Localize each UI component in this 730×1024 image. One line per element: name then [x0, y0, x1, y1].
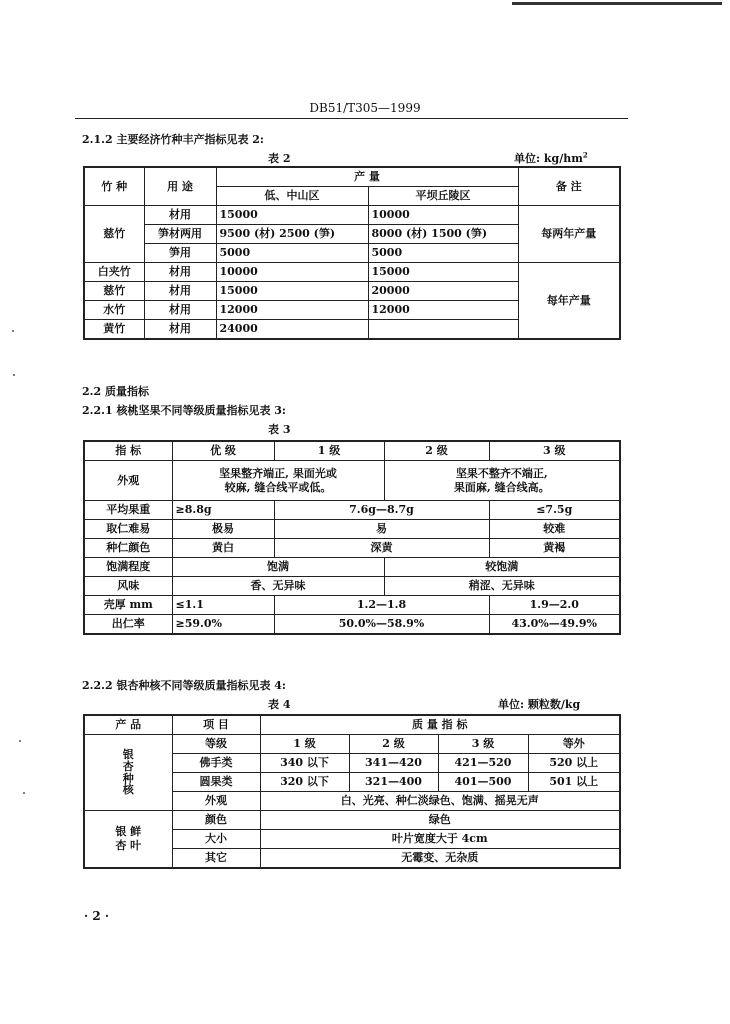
t2-cell: 5000 [368, 244, 518, 263]
t2-cell: 20000 [368, 282, 518, 301]
t2-cell: 慈竹 [84, 282, 144, 301]
t2-head-note: 备 注 [518, 167, 620, 206]
t4-cell: 340 以下 [260, 754, 349, 773]
t4-cell: 佛手类 [172, 754, 260, 773]
t3-cell: 7.6g—8.7g [274, 501, 489, 520]
t3-cell: 饱满程度 [84, 558, 172, 577]
t2-cell: 5000 [216, 244, 368, 263]
t4-cell: 2 级 [349, 735, 438, 754]
t4-cell: 501 以上 [528, 773, 620, 792]
t2-cizhu: 慈竹 [84, 206, 144, 263]
t3-cell: 深黄 [274, 539, 489, 558]
t2-cell: 材用 [144, 320, 216, 340]
table-4-caption: 表 4 [268, 698, 291, 711]
t2-cell: 10000 [216, 263, 368, 282]
t4-cell: 401—500 [438, 773, 528, 792]
t3-cell: 坚果整齐端正, 果面光或 较麻, 缝合线平或低。 [172, 461, 384, 501]
t3-cell: 壳厚 mm [84, 596, 172, 615]
t3-cell: 稍涩、无异味 [384, 577, 620, 596]
t2-cell [368, 320, 518, 340]
t3-cell: 较饱满 [384, 558, 620, 577]
t3-cell: ≥59.0% [172, 615, 274, 635]
section-2-2-title: 2.2 质量指标 [82, 385, 149, 398]
t4-cell: 白、光亮、种仁淡绿色、饱满、摇晃无声 [260, 792, 620, 811]
t2-cell: 黄竹 [84, 320, 144, 340]
t2-cell: 9500 (材) 2500 (笋) [216, 225, 368, 244]
t3-cell: 取仁难易 [84, 520, 172, 539]
t3-cell: 黄白 [172, 539, 274, 558]
table-3 [83, 440, 621, 635]
t2-cell: 15000 [216, 206, 368, 225]
t2-cell: 15000 [368, 263, 518, 282]
t4-cell: 等级 [172, 735, 260, 754]
t2-head-species: 竹 种 [84, 167, 144, 206]
t4-cell: 520 以上 [528, 754, 620, 773]
t2-cell: 材用 [144, 301, 216, 320]
table-4 [83, 714, 621, 869]
t2-head-low: 低、中山区 [216, 187, 368, 206]
t3-cell: ≤7.5g [489, 501, 620, 520]
section-2-2-1-title: 2.2.1 核桃坚果不同等级质量指标见表 3: [82, 404, 286, 417]
t3-cell: 坚果不整齐不端正, 果面麻, 缝合线高。 [384, 461, 620, 501]
t2-head-flat: 平坝丘陵区 [368, 187, 518, 206]
t4-cell: 321—400 [349, 773, 438, 792]
t4-cell: 320 以下 [260, 773, 349, 792]
t2-head-use: 用 途 [144, 167, 216, 206]
t4-cell: 341—420 [349, 754, 438, 773]
t4-cell: 大小 [172, 830, 260, 849]
t4-cell: 外观 [172, 792, 260, 811]
t3-cell: ≥8.8g [172, 501, 274, 520]
page-number: · 2 · [84, 909, 110, 923]
section-2-2-2-title: 2.2.2 银杏种核不同等级质量指标见表 4: [82, 679, 286, 692]
t4-cell: 无霉变、无杂质 [260, 849, 620, 869]
t3-cell: ≤1.1 [172, 596, 274, 615]
t2-cell: 材用 [144, 282, 216, 301]
document-header: DB51/T305—1999 [309, 101, 421, 115]
t4-cell: 等外 [528, 735, 620, 754]
t4-head-item: 项 目 [172, 715, 260, 735]
scan-speck [12, 330, 14, 332]
t2-note-biennial: 每两年产量 [518, 206, 620, 263]
t3-cell: 50.0%—58.9% [274, 615, 489, 635]
t3-cell: 易 [274, 520, 489, 539]
t2-cell: 笋用 [144, 244, 216, 263]
t2-cell: 24000 [216, 320, 368, 340]
t3-cell: 外观 [84, 461, 172, 501]
t2-cell: 10000 [368, 206, 518, 225]
t3-cell: 饱满 [172, 558, 384, 577]
scan-speck [13, 374, 15, 376]
t3-cell: 出仁率 [84, 615, 172, 635]
t3-cell: 1.2—1.8 [274, 596, 489, 615]
header-rule [75, 118, 628, 119]
t2-head-yield: 产 量 [216, 167, 518, 187]
t4-cell: 叶片宽度大于 4cm [260, 830, 620, 849]
table-2-unit: 单位: $kg/hm^2$ [514, 150, 588, 165]
t4-head-quality: 质 量 指 标 [260, 715, 620, 735]
t3-cell: 极易 [172, 520, 274, 539]
t2-cell: 水竹 [84, 301, 144, 320]
t4-head-product: 产 品 [84, 715, 172, 735]
t4-cell: 绿色 [260, 811, 620, 830]
t3-cell: 黄褐 [489, 539, 620, 558]
scan-edge-line [512, 2, 722, 5]
t3-cell: 1.9—2.0 [489, 596, 620, 615]
t4-cell: 1 级 [260, 735, 349, 754]
table-4-unit: 单位: 颗粒数/kg [498, 698, 581, 711]
t2-cell: 12000 [368, 301, 518, 320]
t2-cell: 材用 [144, 263, 216, 282]
t3-head-g2: 2 级 [384, 441, 489, 461]
t3-cell: 43.0%—49.9% [489, 615, 620, 635]
t2-note-annual: 每年产量 [518, 263, 620, 340]
table-2-caption: 表 2 [268, 152, 291, 165]
t4-cell: 其它 [172, 849, 260, 869]
t4-seed-label: 银 杏 种 核 [84, 735, 172, 811]
table-3-caption: 表 3 [268, 423, 291, 436]
t3-head-g3: 3 级 [489, 441, 620, 461]
section-2-1-2-title: 2.1.2 主要经济竹种丰产指标见表 2: [82, 133, 264, 146]
t3-head-index: 指 标 [84, 441, 172, 461]
t4-cell: 颜色 [172, 811, 260, 830]
t2-cell: 8000 (材) 1500 (笋) [368, 225, 518, 244]
t3-cell: 风味 [84, 577, 172, 596]
t4-leaf-label: 银 鲜 杏 叶 [84, 811, 172, 869]
t2-cell: 笋材两用 [144, 225, 216, 244]
t3-cell: 较难 [489, 520, 620, 539]
t2-cell: 白夹竹 [84, 263, 144, 282]
t2-cell: 12000 [216, 301, 368, 320]
t3-cell: 种仁颜色 [84, 539, 172, 558]
t4-cell: 3 级 [438, 735, 528, 754]
table-2 [83, 166, 621, 340]
t4-cell: 421—520 [438, 754, 528, 773]
t4-cell: 圆果类 [172, 773, 260, 792]
t3-head-g1: 1 级 [274, 441, 384, 461]
t2-cell: 15000 [216, 282, 368, 301]
t3-cell: 香、无异味 [172, 577, 384, 596]
t3-head-excellent: 优 级 [172, 441, 274, 461]
scan-speck [19, 740, 21, 742]
t2-cell: 材用 [144, 206, 216, 225]
scan-speck [23, 792, 25, 794]
t3-cell: 平均果重 [84, 501, 172, 520]
